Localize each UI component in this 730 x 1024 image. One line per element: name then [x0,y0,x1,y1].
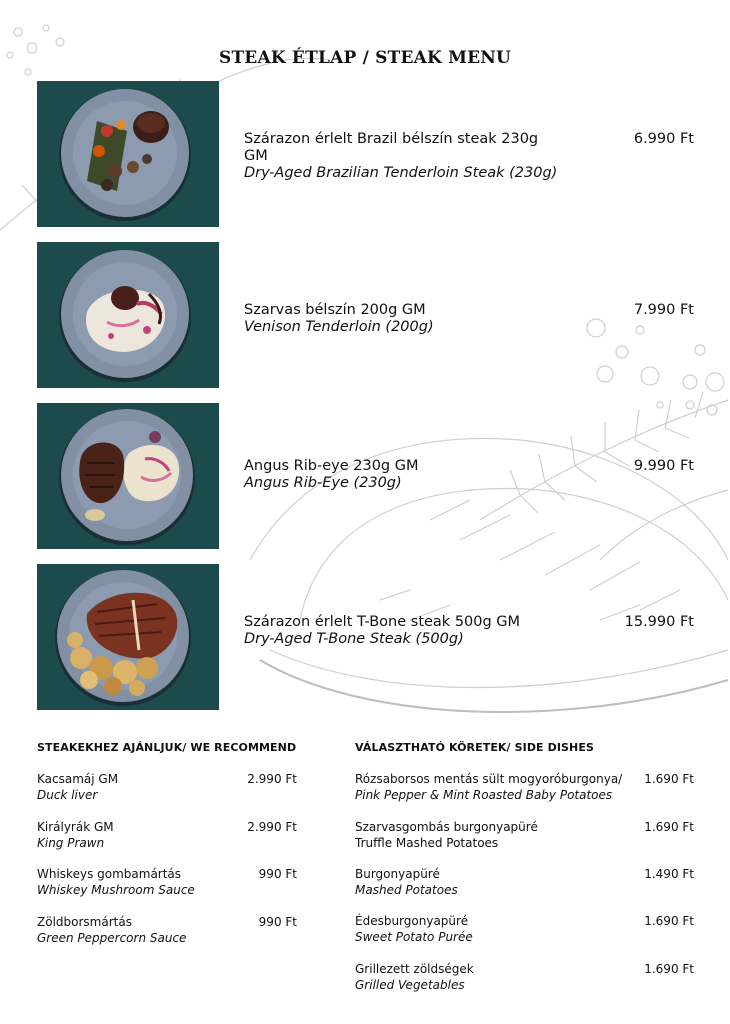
dish-name: Szárazon érlelt Brazil bélszín steak 230g GM [244,131,539,164]
dish-name-english: Dry-Aged T-Bone Steak (500g) [244,631,464,647]
item-name-english: Truffle Mashed Potatoes [355,836,499,850]
dish-price: 6.990 Ft [633,131,694,147]
item-name: Burgonyapüré [355,867,440,881]
item-name-english: Grilled Vegetables [355,978,465,992]
item-price: 2.990 Ft [247,820,297,834]
item-name: Édesburgonyapüré [355,914,469,928]
recommend-item [37,914,297,946]
dish-price: 9.990 Ft [633,458,694,474]
dish-price: 7.990 Ft [633,302,694,318]
item-name: Kacsamáj GM [37,772,119,786]
item-name: Szarvasgombás burgonyapüré [355,820,538,834]
sides-section-title: VÁLASZTHATÓ KÖRETEK/ SIDE DISHES [355,741,594,754]
side-item [355,819,694,851]
menu-title: STEAK ÉTLAP / STEAK MENU [218,48,512,68]
item-name: Zöldborsmártás [37,915,132,929]
dish-item [244,131,694,182]
dish-photo-tbone [37,564,219,710]
recommend-item [37,866,297,898]
dish-photo-venison [37,242,219,388]
item-price: 1.690 Ft [644,820,694,834]
side-item [355,913,694,945]
side-item [355,771,694,803]
item-name-english: Sweet Potato Purée [355,930,473,944]
item-name-english: Mashed Potatoes [355,883,458,897]
dish-item [244,458,694,492]
item-name: Rózsaborsos mentás sült mogyoróburgonya/ [355,772,623,786]
item-price: 990 Ft [258,867,297,881]
dish-name: Angus Rib-eye 230g GM [244,458,419,474]
dish-price: 15.990 Ft [624,614,694,630]
item-price: 990 Ft [258,915,297,929]
item-name: Whiskeys gombamártás [37,867,182,881]
recommend-item [37,819,297,851]
item-name-english: Pink Pepper & Mint Roasted Baby Potatoes [355,788,613,802]
recommend-item [37,771,297,803]
item-name-english: Green Peppercorn Sauce [37,931,187,945]
dish-photo-ribeye [37,403,219,549]
item-name-english: King Prawn [37,836,105,850]
dish-item [244,302,694,336]
dish-name-english: Dry-Aged Brazilian Tenderloin Steak (230g) [244,165,558,181]
side-item [355,961,694,993]
item-price: 2.990 Ft [247,772,297,786]
item-name-english: Duck liver [37,788,98,802]
item-name-english: Whiskey Mushroom Sauce [37,883,195,897]
dish-name: Szárazon érlelt T-Bone steak 500g GM [244,614,521,630]
item-name: Grillezett zöldségek [355,962,474,976]
item-price: 1.690 Ft [644,914,694,928]
dish-item [244,614,694,648]
dish-name-english: Venison Tenderloin (200g) [244,319,434,335]
dish-name-english: Angus Rib-Eye (230g) [244,475,402,491]
item-name: Királyrák GM [37,820,114,834]
side-item [355,866,694,898]
dish-name: Szarvas bélszín 200g GM [244,302,426,318]
dish-photo-tenderloin [37,81,219,227]
item-price: 1.690 Ft [644,962,694,976]
item-price: 1.690 Ft [644,772,694,786]
item-price: 1.490 Ft [644,867,694,881]
recommend-section-title: STEAKEKHEZ AJÁNLJUK/ WE RECOMMEND [37,741,297,754]
